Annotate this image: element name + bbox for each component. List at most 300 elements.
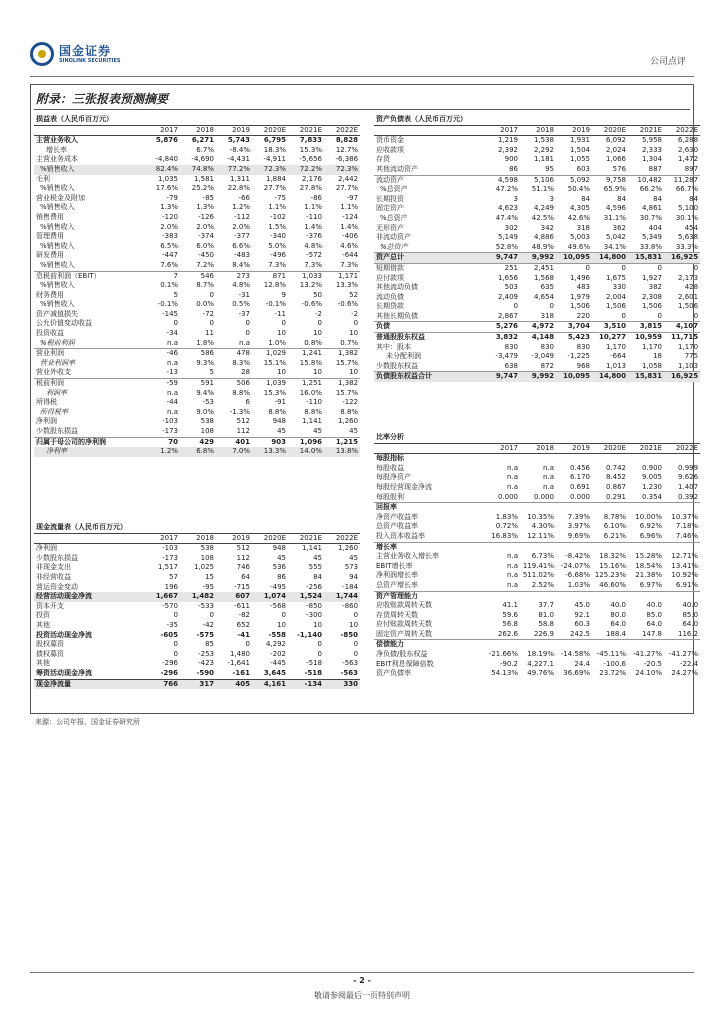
value-cell: 0 <box>592 312 628 322</box>
row-label: 营业税金及附加 <box>36 193 85 202</box>
value-cell: 9.626 <box>678 473 699 482</box>
value-cell: 10 <box>252 368 288 378</box>
table-row <box>34 261 360 271</box>
value-cell: 8.8% <box>268 407 286 416</box>
value-cell: 1,382 <box>338 379 359 388</box>
value-cell: 0.900 <box>641 463 662 472</box>
value-cell: -3,479 <box>495 352 518 361</box>
value-cell: 85.0 <box>682 610 699 619</box>
table-row <box>34 146 360 156</box>
table-row <box>34 544 360 554</box>
value-cell: -5,656 <box>299 155 322 164</box>
row-label: 净利润增长率 <box>376 571 418 580</box>
value-cell: -24.07% <box>560 561 590 570</box>
value-cell: 2,024 <box>605 145 626 154</box>
table-row <box>374 611 700 621</box>
value-cell: 46.60% <box>592 581 628 591</box>
value-cell: 84 <box>617 194 626 203</box>
value-cell: 5,349 <box>641 233 662 242</box>
value-cell: 1,055 <box>569 155 590 164</box>
value-cell: 54.13% <box>491 669 518 678</box>
row-label: 经营活动现金净流 <box>34 592 144 602</box>
value-cell: -100.6 <box>603 659 626 668</box>
value-cell: 84 <box>581 194 590 203</box>
value-cell: 2.0% <box>160 222 178 231</box>
value-cell: 9,747 <box>484 372 520 382</box>
value-cell: 4,249 <box>533 204 554 213</box>
table-row <box>374 204 700 214</box>
balance-sheet-panel <box>374 115 700 382</box>
table-row <box>374 483 700 493</box>
income-statement-panel <box>34 115 360 457</box>
value-cell: -445 <box>270 659 286 668</box>
value-cell: 84 <box>689 194 699 203</box>
value-cell: 638 <box>484 362 520 372</box>
value-cell: 0 <box>353 649 359 658</box>
value-cell: 1.0% <box>252 339 288 349</box>
value-cell: -374 <box>198 232 214 241</box>
value-cell: 41.1 <box>502 601 518 610</box>
year-header-cell: 2018 <box>180 533 216 544</box>
value-cell: 86 <box>277 572 286 581</box>
value-cell: -340 <box>270 232 286 241</box>
value-cell <box>556 454 592 464</box>
value-cell: 4,148 <box>531 333 554 342</box>
value-cell: 4.30% <box>531 522 554 531</box>
page-header <box>30 42 694 70</box>
row-label: 未分配利润 <box>386 352 421 361</box>
year-header-cell: 2019 <box>216 533 252 544</box>
year-header-row <box>374 443 700 454</box>
value-cell: -447 <box>162 251 178 260</box>
row-label: 货币资金 <box>376 136 404 145</box>
row-label: 销售费用 <box>36 212 64 221</box>
table-row <box>34 389 360 399</box>
row-label: 偿债能力 <box>376 640 404 649</box>
value-cell: 24.27% <box>671 669 699 678</box>
year-header-cell: 2018 <box>520 443 556 454</box>
value-cell: 45 <box>252 427 288 437</box>
value-cell: 0 <box>209 319 214 328</box>
value-cell <box>484 454 520 464</box>
value-cell: -0.1% <box>265 300 286 309</box>
value-cell: 12.71% <box>671 552 699 561</box>
value-cell: n.a <box>543 482 554 491</box>
table-row <box>374 493 700 503</box>
table-row <box>34 194 360 204</box>
value-cell: -253 <box>198 649 214 658</box>
value-cell: 871 <box>272 271 286 280</box>
header-blank-cell <box>374 125 484 136</box>
year-header-row <box>374 125 700 136</box>
table-row <box>374 552 700 562</box>
table-row <box>34 602 360 612</box>
value-cell: 57 <box>169 572 178 581</box>
value-cell <box>628 542 664 552</box>
value-cell: 1,033 <box>301 271 322 280</box>
value-cell: 1,260 <box>338 417 359 426</box>
value-cell: 1,170 <box>641 342 662 351</box>
value-cell: 10,095 <box>556 253 592 264</box>
row-label: 应付款项 <box>376 273 404 282</box>
row-label: 管理费用 <box>36 232 64 241</box>
value-cell: 45 <box>313 553 322 562</box>
value-cell: 40.0 <box>646 601 662 610</box>
value-cell: 1,215 <box>335 437 359 446</box>
value-cell: 5,876 <box>155 136 178 145</box>
table-row <box>374 175 700 185</box>
row-label: 增长率 <box>376 542 397 551</box>
value-cell: -41.27% <box>632 650 662 659</box>
table-row <box>374 669 700 679</box>
table-row <box>374 312 700 322</box>
value-cell: 830 <box>540 342 554 351</box>
value-cell: 0 <box>657 263 662 272</box>
value-cell: 10.92% <box>671 571 699 580</box>
row-label: %总资产 <box>380 185 408 194</box>
year-header-cell: 2018 <box>180 125 216 136</box>
table-row <box>374 263 700 273</box>
value-cell: 1,311 <box>229 174 250 183</box>
value-cell: 1,141 <box>301 544 322 553</box>
year-header-cell: 2017 <box>484 125 520 136</box>
value-cell: 0 <box>353 319 359 328</box>
value-cell: -110 <box>306 398 322 407</box>
year-header-cell: 2022E <box>324 533 360 544</box>
logo-icon <box>30 42 54 66</box>
table-row <box>34 203 360 213</box>
value-cell: -22.4 <box>679 659 699 668</box>
value-cell: 242.5 <box>556 630 592 640</box>
cashflow-statement-table <box>34 523 360 689</box>
value-cell: -126 <box>198 212 214 221</box>
value-cell: 1.8% <box>180 339 216 349</box>
value-cell: -4,690 <box>191 155 214 164</box>
logo <box>30 42 121 66</box>
row-label: %销售收入 <box>40 203 75 212</box>
value-cell: 0 <box>245 640 250 649</box>
value-cell: 147.8 <box>628 630 664 640</box>
value-cell: 5,003 <box>569 233 590 242</box>
value-cell: -611 <box>234 601 250 610</box>
value-cell: 5,276 <box>484 322 520 333</box>
value-cell: 4,292 <box>265 640 286 649</box>
value-cell: 6,288 <box>678 136 699 145</box>
value-cell: 92.1 <box>574 610 590 619</box>
value-cell: -0.6% <box>301 300 322 309</box>
table-row <box>374 343 700 353</box>
value-cell: 10,095 <box>556 372 592 382</box>
value-cell: 6.73% <box>531 552 554 561</box>
value-cell: 11,715 <box>671 333 699 342</box>
value-cell: 10 <box>277 329 286 338</box>
value-cell: 775 <box>684 352 699 361</box>
value-cell: 119.41% <box>522 561 554 570</box>
value-cell: 3 <box>513 194 518 203</box>
value-cell: 9.4% <box>196 388 214 397</box>
value-cell <box>664 503 700 513</box>
table-row <box>34 359 360 369</box>
value-cell: 968 <box>556 362 592 372</box>
value-cell: 273 <box>236 271 250 280</box>
value-cell: 1,058 <box>628 362 664 372</box>
value-cell: 1,039 <box>265 379 286 388</box>
value-cell: 1,884 <box>265 174 286 183</box>
value-cell: 318 <box>520 312 556 322</box>
year-header-cell: 2021E <box>628 125 664 136</box>
table-row <box>374 233 700 243</box>
row-label: 净利率 <box>34 447 144 457</box>
value-cell: 10.35% <box>527 512 554 521</box>
value-cell: 8.8% <box>304 407 322 416</box>
value-cell: 226.9 <box>520 630 556 640</box>
row-label: %销售收入 <box>34 165 144 175</box>
value-cell: 4.8% <box>304 241 322 250</box>
table-row <box>34 650 360 660</box>
value-cell: 15.16% <box>599 561 626 570</box>
value-cell: 7.6% <box>144 261 180 271</box>
value-cell: 94 <box>349 572 359 581</box>
value-cell: 1.1% <box>268 203 286 212</box>
row-label: 归属于母公司的净利润 <box>36 437 106 446</box>
value-cell: 5,743 <box>227 136 250 145</box>
row-label: %销售收入 <box>40 222 75 231</box>
row-label: 存货周转天数 <box>376 610 418 619</box>
value-cell: 746 <box>236 563 250 572</box>
value-cell: -85 <box>202 193 214 202</box>
table-row <box>34 611 360 621</box>
value-cell: 108 <box>180 427 216 437</box>
year-header-cell: 2021E <box>288 533 324 544</box>
value-cell: -75 <box>274 193 286 202</box>
value-cell: 5,042 <box>605 233 626 242</box>
value-cell: 84 <box>313 572 322 581</box>
value-cell: -103 <box>162 417 178 426</box>
row-label: 净负债/股东权益 <box>376 650 428 659</box>
row-label: 回报率 <box>376 503 397 512</box>
row-label: 债权募资 <box>36 649 64 658</box>
value-cell: 2,308 <box>641 292 662 301</box>
value-cell <box>556 591 592 601</box>
value-cell: 22.8% <box>227 184 250 193</box>
table-row <box>34 669 360 679</box>
row-label: 少数股东权益 <box>374 362 484 372</box>
value-cell: 4,623 <box>497 204 518 213</box>
value-cell: -483 <box>234 251 250 260</box>
value-cell: 0 <box>245 319 250 328</box>
value-cell: 40.0 <box>610 601 626 610</box>
value-cell: -41 <box>237 630 250 639</box>
table-row <box>34 621 360 631</box>
value-cell: 6.6% <box>232 241 250 250</box>
value-cell: 0 <box>621 263 626 272</box>
value-cell: 3,704 <box>556 322 592 333</box>
table-row <box>34 659 360 669</box>
table-row <box>34 319 360 329</box>
value-cell: 1,029 <box>265 349 286 358</box>
value-cell: -37 <box>238 309 250 318</box>
value-cell: 1.3% <box>160 203 178 212</box>
value-cell: 0 <box>173 640 178 649</box>
value-cell: -563 <box>340 668 359 677</box>
value-cell: -296 <box>160 668 178 677</box>
value-cell: 14,800 <box>592 253 628 264</box>
value-cell: 9,747 <box>484 253 520 264</box>
value-cell: 342 <box>540 223 554 232</box>
value-cell: 3,510 <box>592 322 628 333</box>
value-cell: n.a <box>507 473 518 482</box>
table-row <box>34 554 360 564</box>
value-cell: 8.7% <box>196 281 214 290</box>
value-cell: -383 <box>162 232 178 241</box>
value-cell: 7 <box>173 271 178 280</box>
value-cell: 4,596 <box>605 204 626 213</box>
value-cell: 6.10% <box>603 522 626 531</box>
value-cell: 576 <box>592 165 628 175</box>
table-row <box>34 349 360 359</box>
value-cell: -102 <box>270 212 286 221</box>
value-cell <box>592 591 628 601</box>
value-cell: 1,506 <box>569 302 590 311</box>
value-cell: 15,831 <box>628 253 664 264</box>
row-label: 普通股股东权益 <box>376 333 425 342</box>
value-cell: 42.6% <box>567 213 590 222</box>
value-cell: 1,260 <box>338 544 359 553</box>
value-cell <box>664 454 700 464</box>
value-cell: 13.3% <box>335 281 359 290</box>
value-cell: 0.5% <box>232 300 250 309</box>
value-cell: 18.3% <box>263 145 286 154</box>
cashflow-statement-panel <box>34 523 360 689</box>
value-cell: -134 <box>288 679 324 689</box>
value-cell: 15,831 <box>628 372 664 382</box>
value-cell: 2,867 <box>484 312 520 322</box>
row-label: 应收账款周转天数 <box>376 601 432 610</box>
value-cell: 5,149 <box>497 233 518 242</box>
year-header-cell: 2019 <box>216 125 252 136</box>
value-cell: 317 <box>180 679 216 689</box>
value-cell: 0 <box>317 649 322 658</box>
value-cell: 2,409 <box>497 292 518 301</box>
value-cell: 7.0% <box>216 447 252 457</box>
value-cell: 5,092 <box>569 175 590 184</box>
row-label: 息税前利润（EBIT） <box>36 271 101 280</box>
row-label: 负债股东权益合计 <box>374 372 484 382</box>
value-cell: n.a <box>216 339 252 349</box>
value-cell: 4,654 <box>533 292 554 301</box>
value-cell: 16.0% <box>299 388 322 397</box>
value-cell: 86 <box>484 165 520 175</box>
value-cell: 47.2% <box>495 185 518 194</box>
row-label: %销售收入 <box>40 184 75 193</box>
table-row <box>34 184 360 194</box>
value-cell: 573 <box>344 563 359 572</box>
value-cell: 108 <box>200 553 214 562</box>
value-cell: 1,744 <box>324 592 360 602</box>
row-label: 每股股利 <box>374 493 484 503</box>
row-label: 资本开支 <box>36 601 64 610</box>
value-cell: 10 <box>277 620 286 629</box>
value-cell: 1,066 <box>605 155 626 164</box>
value-cell: 8.4% <box>216 261 252 271</box>
value-cell: 13.8% <box>324 447 360 457</box>
value-cell: 1,141 <box>301 417 322 426</box>
value-cell: -20.5 <box>643 659 662 668</box>
table-row <box>34 573 360 583</box>
value-cell: -34 <box>166 329 178 338</box>
table-row <box>34 136 360 146</box>
value-cell: 66.7% <box>675 185 699 194</box>
value-cell <box>628 503 664 513</box>
value-cell: 1.230 <box>641 482 662 491</box>
document-type: 公司点评 <box>649 57 686 67</box>
value-cell: 0 <box>281 611 286 620</box>
row-label: 主营业务成本 <box>36 155 78 164</box>
header-blank-cell <box>34 125 144 136</box>
value-cell: 9.69% <box>556 532 592 542</box>
value-cell: 48.9% <box>520 243 556 253</box>
value-cell: -6.68% <box>565 571 590 580</box>
value-cell: 16,925 <box>664 253 700 264</box>
year-header-cell: 2017 <box>144 533 180 544</box>
table-row <box>374 362 700 372</box>
row-label: 非现金支出 <box>36 563 71 572</box>
value-cell: 1,480 <box>229 649 250 658</box>
value-cell: 0.1% <box>160 281 178 290</box>
value-cell: 1,931 <box>569 136 590 145</box>
value-cell: -1.3% <box>229 407 250 416</box>
value-cell: 18.19% <box>527 650 554 659</box>
value-cell: 45 <box>288 427 324 437</box>
value-cell: -1,641 <box>227 659 250 668</box>
value-cell <box>592 640 628 650</box>
table-row <box>34 271 360 281</box>
ratio-analysis-panel <box>374 433 700 679</box>
row-label: 现金净流量 <box>34 679 144 689</box>
value-cell: 25.2% <box>191 184 214 193</box>
value-cell: 4,161 <box>252 679 288 689</box>
value-cell: 512 <box>236 417 250 426</box>
table-row <box>34 223 360 233</box>
value-cell: 37.7 <box>538 601 554 610</box>
value-cell: 1,656 <box>497 273 518 282</box>
row-label: 其他长期负债 <box>374 312 484 322</box>
value-cell: -103 <box>162 544 178 553</box>
value-cell: 7.3% <box>324 261 360 271</box>
section-title-row <box>374 433 700 443</box>
value-cell: 0.000 <box>556 493 592 503</box>
value-cell: -296 <box>162 659 178 668</box>
value-cell: 318 <box>576 223 590 232</box>
value-cell: 7.39% <box>567 512 590 521</box>
value-cell: 0 <box>209 290 214 299</box>
source-note: 来源：公司年报、国金证券研究所 <box>35 718 140 726</box>
value-cell: 11 <box>205 329 214 338</box>
value-cell: 1,096 <box>299 437 322 446</box>
value-cell: 887 <box>628 165 664 175</box>
value-cell: 65.9% <box>603 185 626 194</box>
row-label: 投入资本收益率 <box>374 532 484 542</box>
row-label: %销售收入 <box>40 300 75 309</box>
year-header-cell: 2017 <box>484 443 520 454</box>
value-cell <box>628 640 664 650</box>
value-cell: 72.3% <box>324 165 360 175</box>
value-cell: 17.6% <box>155 184 178 193</box>
value-cell: 2,630 <box>678 145 699 154</box>
disclaimer: 敬请参阅最后一页特别声明 <box>314 991 410 1000</box>
value-cell: n.a <box>543 463 554 472</box>
row-label: 主营业务收入 <box>36 136 78 145</box>
